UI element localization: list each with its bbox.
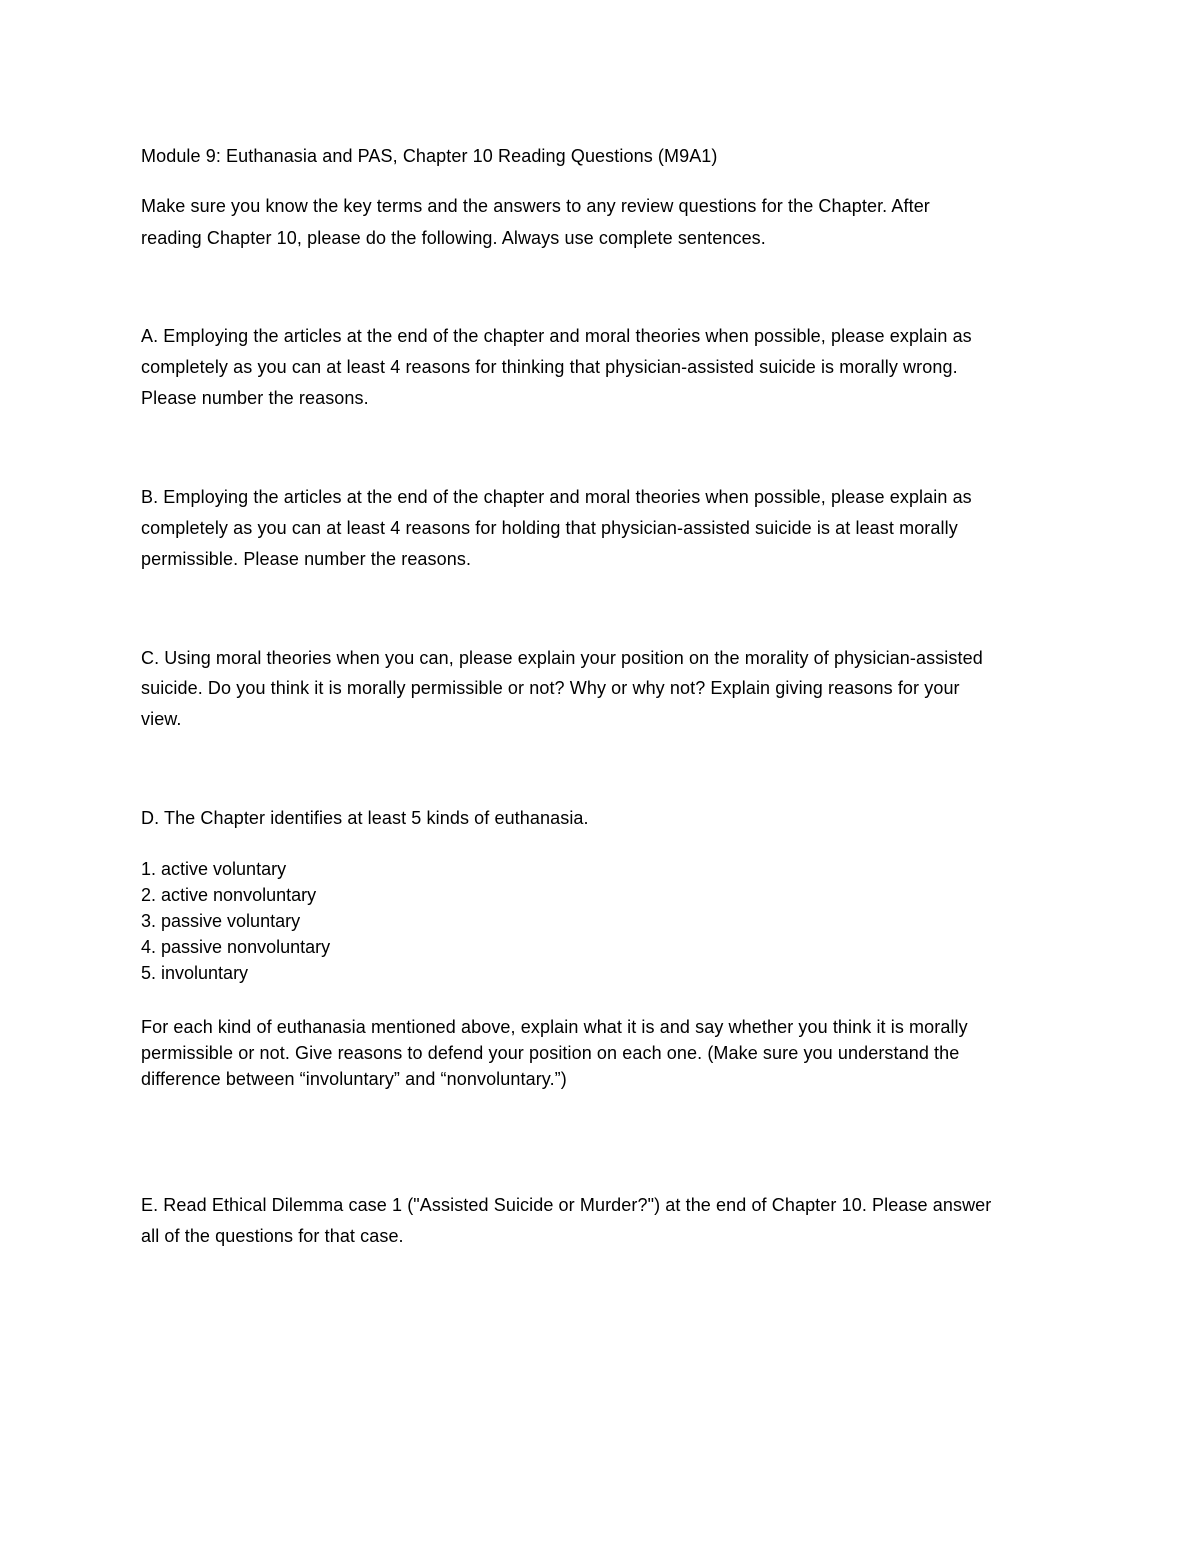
list-item: 2. active nonvoluntary (141, 885, 317, 905)
question-b-line: B. Employing the articles at the end of the chapter and moral theories when possible, please explain as (141, 487, 972, 507)
list-item: 1. active voluntary (141, 859, 287, 879)
document-title: Module 9: Euthanasia and PAS, Chapter 10 Reading Questions (M9A1) (141, 146, 718, 166)
question-d-followup-line: For each kind of euthanasia mentioned above, explain what it is and say whether you think it is morally (141, 1017, 968, 1037)
list-item: 4. passive nonvoluntary (141, 937, 331, 957)
intro-line: reading Chapter 10, please do the following. Always use complete sentences. (141, 228, 766, 248)
question-c-line: view. (141, 709, 182, 729)
question-d-followup-line: permissible or not. Give reasons to defend your position on each one. (Make sure you understand the (141, 1043, 960, 1063)
question-c-line: C. Using moral theories when you can, please explain your position on the morality of physician-assisted (141, 648, 983, 668)
question-b-line: completely as you can at least 4 reasons for holding that physician-assisted suicide is at least morally (141, 518, 958, 538)
euthanasia-kinds-list (141, 858, 330, 988)
list-item: 3. passive voluntary (141, 911, 301, 931)
question-a-line: A. Employing the articles at the end of the chapter and moral theories when possible, please explain as (141, 326, 972, 346)
intro-line: Make sure you know the key terms and the answers to any review questions for the Chapter. After (141, 196, 930, 216)
question-d-followup-line: difference between “involuntary” and “nonvoluntary.”) (141, 1069, 567, 1089)
question-d-lead: D. The Chapter identifies at least 5 kinds of euthanasia. (141, 808, 589, 828)
question-e-line: all of the questions for that case. (141, 1226, 404, 1246)
question-a-line: Please number the reasons. (141, 388, 369, 408)
question-a-line: completely as you can at least 4 reasons for thinking that physician-assisted suicide is morally wrong. (141, 357, 958, 377)
list-item: 5. involuntary (141, 963, 249, 983)
question-e-line: E. Read Ethical Dilemma case 1 ("Assisted Suicide or Murder?") at the end of Chapter 10. Please answer (141, 1195, 992, 1215)
question-c-line: suicide. Do you think it is morally permissible or not? Why or why not? Explain giving reasons for your (141, 678, 960, 698)
question-b-line: permissible. Please number the reasons. (141, 549, 472, 569)
